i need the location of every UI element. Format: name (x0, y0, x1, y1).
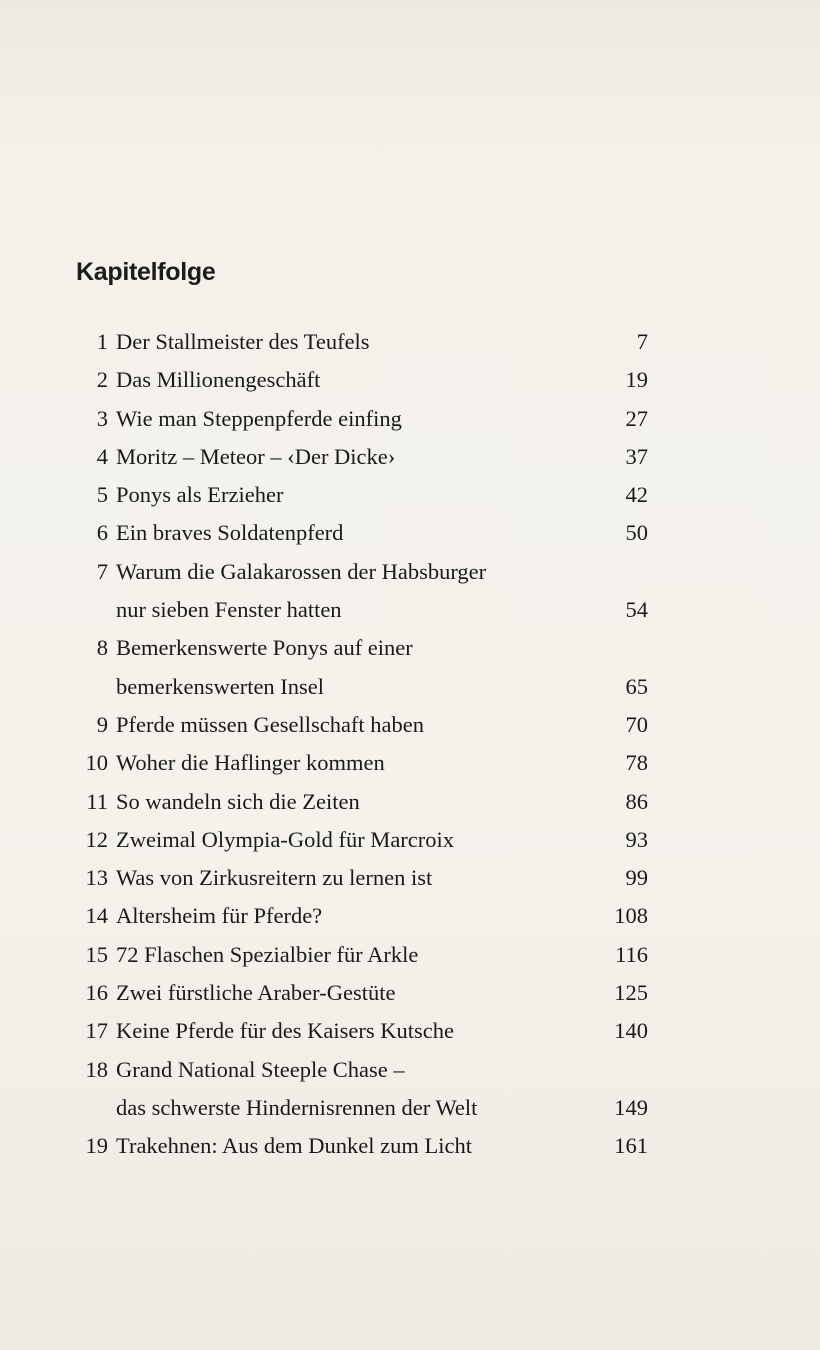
chapter-number: 12 (85, 826, 108, 852)
toc-entry (76, 821, 648, 859)
toc-line (76, 706, 648, 744)
toc-line (76, 591, 648, 629)
toc-entry (76, 744, 648, 782)
chapter-title: Pferde müssen Gesellschaft haben (116, 711, 425, 737)
chapter-number: 18 (85, 1056, 108, 1082)
toc-line (76, 821, 648, 859)
chapter-number: 4 (96, 443, 108, 469)
chapter-title: 72 Flaschen Spezialbier für Arkle (116, 941, 419, 967)
chapter-title: Wie man Steppenpferde einfing (116, 405, 402, 431)
page-number: 78 (625, 750, 648, 776)
chapter-number: 9 (96, 711, 108, 737)
chapter-number: 6 (96, 520, 108, 546)
chapter-title: das schwerste Hindernisrennen der Welt (116, 1094, 478, 1120)
chapter-number: 5 (96, 482, 108, 508)
toc-line (76, 323, 648, 361)
chapter-number: 19 (85, 1133, 108, 1159)
chapter-title: Das Millionengeschäft (116, 367, 321, 393)
chapter-title: Ponys als Erzieher (116, 482, 284, 508)
toc-line (76, 859, 648, 897)
page-number: 161 (614, 1133, 648, 1159)
page-number: 99 (625, 865, 648, 891)
toc-entry (76, 783, 648, 821)
chapter-number: 10 (85, 750, 108, 776)
page-number: 50 (625, 520, 648, 546)
toc-line (76, 744, 648, 782)
toc-entry (76, 323, 648, 361)
chapter-title: Der Stallmeister des Teufels (116, 329, 370, 354)
page-number: 70 (625, 711, 648, 737)
table-of-contents (76, 323, 648, 1166)
page-number: 19 (625, 367, 648, 393)
toc-line (76, 974, 648, 1012)
toc-entry (76, 553, 648, 630)
toc-line (76, 438, 648, 476)
chapter-title: Grand National Steeple Chase – (116, 1056, 405, 1082)
chapter-number: 15 (85, 941, 108, 967)
toc-line (76, 400, 648, 438)
chapter-title: nur sieben Fenster hatten (116, 597, 342, 623)
toc-entry (76, 859, 648, 897)
toc-line (76, 629, 648, 667)
toc-line (76, 361, 648, 399)
chapter-number: 11 (86, 788, 108, 814)
toc-line (76, 1127, 648, 1165)
chapter-title: bemerkenswerten Insel (116, 673, 325, 699)
toc-entry (76, 438, 648, 476)
toc-entry (76, 476, 648, 514)
toc-entry (76, 514, 648, 552)
page-number: 93 (625, 826, 648, 852)
toc-line (76, 1051, 648, 1089)
chapter-number: 8 (96, 635, 108, 661)
page-number: 140 (614, 1018, 648, 1044)
page-number: 42 (625, 482, 648, 508)
toc-line (76, 553, 648, 591)
chapter-number: 1 (96, 329, 108, 354)
toc-entry (76, 706, 648, 744)
toc-heading: Kapitelfolge (76, 258, 216, 286)
chapter-number: 17 (85, 1018, 108, 1044)
chapter-title: Keine Pferde für des Kaisers Kutsche (116, 1018, 455, 1044)
chapter-title: Ein braves Soldatenpferd (116, 520, 344, 546)
toc-line (76, 1089, 648, 1127)
toc-line (76, 1012, 648, 1050)
page-number: 116 (615, 941, 648, 967)
toc-entry (76, 974, 648, 1012)
toc-entry (76, 1127, 648, 1165)
page-number: 54 (625, 597, 648, 623)
toc-entry (76, 1012, 648, 1050)
chapter-number: 3 (96, 405, 108, 431)
page-number: 86 (625, 788, 648, 814)
toc-line (76, 783, 648, 821)
chapter-number: 16 (85, 980, 108, 1006)
chapter-number: 14 (85, 903, 108, 929)
toc-line (76, 668, 648, 706)
chapter-title: Woher die Haflinger kommen (116, 750, 385, 776)
chapter-number: 7 (96, 558, 108, 584)
toc-line (76, 476, 648, 514)
chapter-title: Was von Zirkusreitern zu lernen ist (116, 865, 433, 891)
toc-entry (76, 936, 648, 974)
page-number: 27 (625, 405, 648, 431)
chapter-title: Moritz – Meteor – ‹Der Dicke› (116, 443, 396, 469)
chapter-title: So wandeln sich die Zeiten (116, 788, 360, 814)
chapter-title: Zwei fürstliche Araber-Gestüte (116, 980, 396, 1006)
chapter-title: Zweimal Olympia-Gold für Marcroix (116, 826, 455, 852)
toc-entry (76, 897, 648, 935)
toc-entry (76, 400, 648, 438)
toc-line (76, 897, 648, 935)
page-number: 108 (614, 903, 648, 929)
chapter-number: 13 (85, 865, 108, 891)
page-number: 65 (625, 673, 648, 699)
toc-entry (76, 629, 648, 706)
chapter-title: Trakehnen: Aus dem Dunkel zum Licht (116, 1133, 472, 1159)
chapter-title: Bemerkenswerte Ponys auf einer (116, 635, 413, 661)
page-number: 125 (614, 980, 648, 1006)
chapter-title: Warum die Galakarossen der Habsburger (116, 558, 487, 584)
page-number: 37 (625, 443, 648, 469)
chapter-title: Altersheim für Pferde? (116, 903, 323, 929)
page-number: 149 (614, 1094, 648, 1120)
toc-entry (76, 1051, 648, 1128)
toc-entry (76, 361, 648, 399)
chapter-number: 2 (96, 367, 108, 393)
toc-line (76, 514, 648, 552)
toc-line (76, 936, 648, 974)
page-number: 7 (636, 329, 648, 354)
